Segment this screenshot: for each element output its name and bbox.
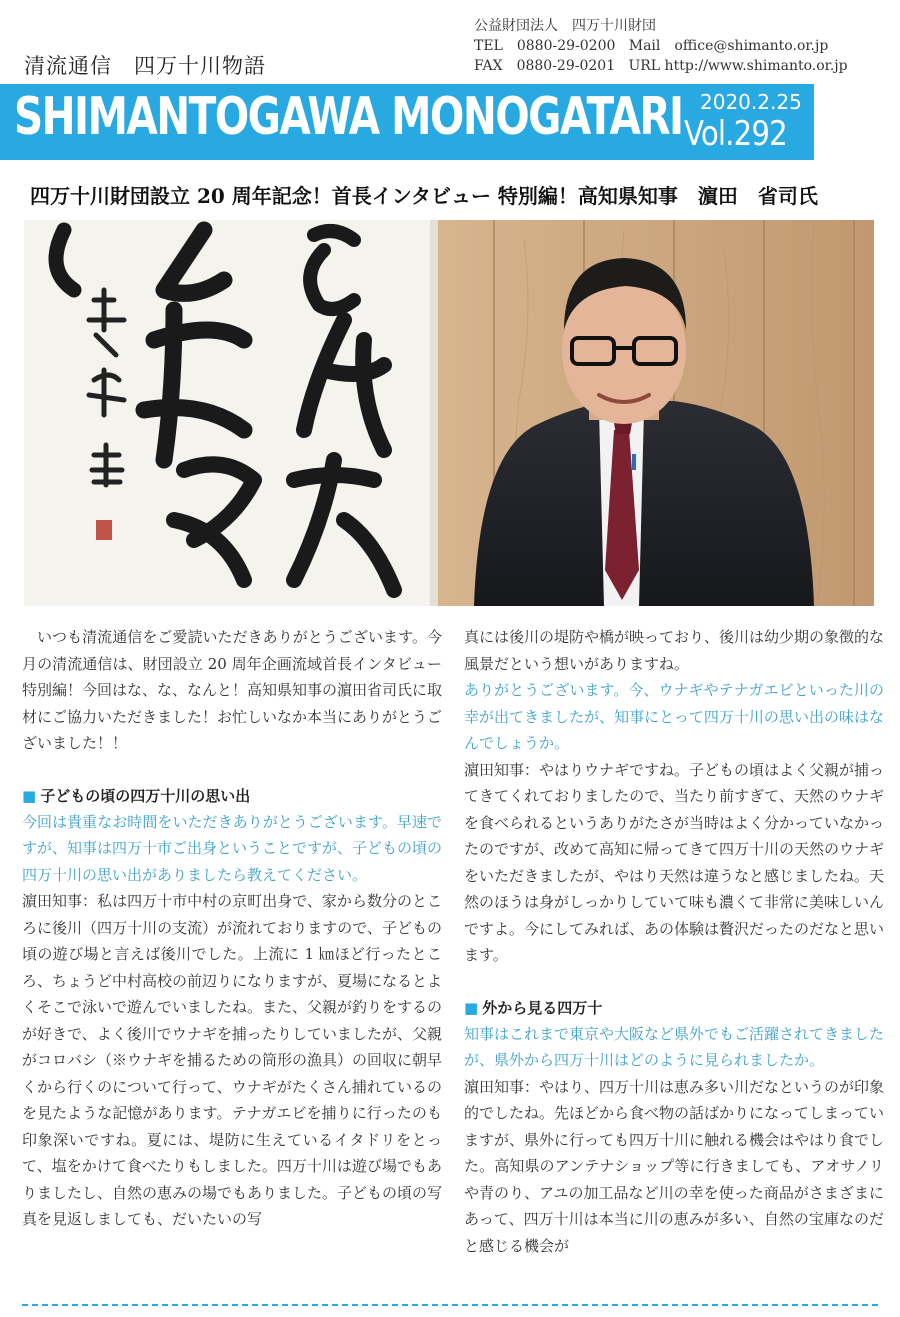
answer-paragraph: 濵田知事：私は四万十市中村の京町出身で、家から数分のところに後川（四万十川の支流）が流れておりますので、子どもの頃の遊び場と言えば後川でした。上流に 1 ㎞ほど行ったところ、ちょうど中村高校の前辺りになりますが、夏場になるとよくそこで泳いで遊んでいましたね。また、父親が釣りをするのが好きで、よく後川でウナギを捕ったりしていましたが、父親がコロバシ（※ウナギを捕るための筒形の漁具）の回収に朝早くから行くのについて行って、ウナギがたくさん捕れているのを見たような記憶があります。テナガエビを捕りに行ったのも印象深いですね。夏には、堤防に生えているイタドリをとって、塩をかけて食べたりもしました。四万十川は遊び場でもありましたし、自然の恵みの場でもありました。子どもの頃の写真を見返しましても、だいたいの写 <box>22 892 443 1228</box>
article-headline: 四万十川財団設立 20 周年記念！首長インタビュー 特別編！高知県知事 濵田 省司氏 <box>30 184 818 208</box>
footer-dashed-divider <box>22 1304 878 1306</box>
issue-date: 2020.2.25 <box>700 90 802 114</box>
question-paragraph: ありがとうございます。今、ウナギやテナガエビといった川の幸が出てきましたが、知事にとって四万十川の思い出の味はなんでしょうか。 <box>464 681 884 752</box>
newsletter-title: SHIMANTOGAWA MONOGATARI <box>14 87 683 147</box>
section-heading-text: 外から見る四万十 <box>482 998 603 1017</box>
tel-number: TEL 0880-29-0200 <box>474 38 616 54</box>
title-banner <box>0 84 814 160</box>
article-column-left <box>22 624 442 1233</box>
question-paragraph: 今回は貴重なお時間をいただきありがとうございます。早速ですが、知事は四万十市ご出身ということですが、子どもの頃の四万十川の思い出がありましたら教えてください。 <box>22 812 443 884</box>
org-name: 公益財団法人 四万十川財団 <box>474 18 656 34</box>
article-column-right <box>464 624 884 1259</box>
section-heading-text: 子どもの頃の四万十川の思い出 <box>40 786 251 805</box>
square-bullet-icon: ■ <box>464 998 479 1017</box>
interview-photo <box>24 220 874 606</box>
answer-paragraph-continued: 真には後川の堤防や橋が映っており、後川は幼少期の象徴的な風景だという想いがありますね。 <box>464 628 885 673</box>
mail-address[interactable]: Mail office@shimanto.or.jp <box>628 38 829 54</box>
question-paragraph: 知事はこれまで東京や大阪など県外でもご活躍されてきましたが、県外から四万十川はどのように見られましたか。 <box>464 1024 885 1069</box>
fax-number: FAX 0880-29-0201 <box>474 58 616 74</box>
issue-volume: Vol.292 <box>684 114 787 154</box>
square-bullet-icon: ■ <box>22 786 37 805</box>
contact-row-1 <box>474 36 848 56</box>
photo-illustration <box>24 220 874 606</box>
organization-info <box>474 16 848 76</box>
section-heading-outside-view <box>464 995 884 1021</box>
answer-paragraph: 濵田知事：やはり、四万十川は恵み多い川だなというのが印象的でしたね。先ほどから食べ物の話ばかりになってしまっていますが、県外に行っても四万十川に触れる機会はやはり食でした。高知県のアンテナショップ等に行きましても、アオサノリや青のり、アユの加工品など川の幸を使った商品がさまざまにあって、四万十川は本当に川の恵みが多い、自然の宝庫なのだと感じる機会が <box>464 1077 885 1255</box>
website-url[interactable]: URL http://www.shimanto.or.jp <box>628 58 848 74</box>
contact-row-2 <box>474 56 848 76</box>
section-heading-childhood <box>22 783 442 809</box>
newsletter-subtitle: 清流通信 四万十川物語 <box>24 54 266 78</box>
answer-paragraph: 濵田知事：やはりウナギですね。子どもの頃はよく父親が捕ってきてくれておりましたので、当たり前すぎて、天然のウナギを食べられるというありがたさが当時はよく分かっていなかったのですが、改めて高知に帰ってきて四万十川の天然のウナギをいただきましたが、やはり天然は違うなと感じましたね。天然のほうは身がしっかりしていて味も濃くて非常に美味しいんですよ。今にしてみれば、あの体験は贅沢だったのだなと思います。 <box>464 760 885 964</box>
intro-paragraph: いつも清流通信をご愛読いただきありがとうございます。今月の清流通信は、財団設立 20 周年企画流域首長インタビュー特別編！今回はな、な、なんと！高知県知事の濵田省司氏に取材にご協力いただきました！お忙しいなか本当にありがとうございました！！ <box>22 628 443 752</box>
